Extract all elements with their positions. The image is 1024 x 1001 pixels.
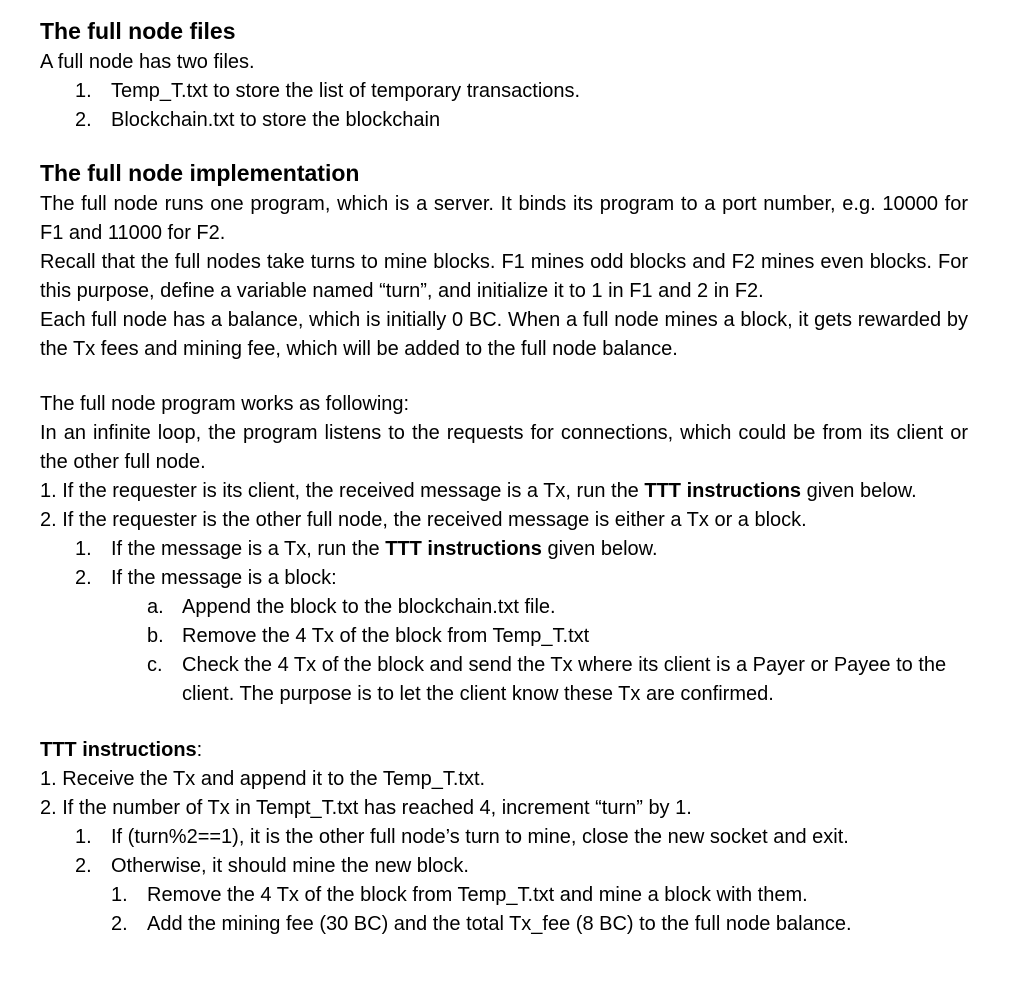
ttt-link-text: TTT instructions [385,538,542,560]
heading-full-node-implementation: The full node implementation [40,160,360,186]
list-number: 1. [111,884,128,906]
ttt-link-text: TTT instructions [644,480,802,502]
list-text: Blockchain.txt to store the blockchain [111,109,441,131]
list-item [40,881,968,910]
step-1-post: given below. [801,480,917,502]
program-loop: In an infinite loop, the program listens to the requests for connections, which could be from its client or the other full node. [40,422,968,473]
list-letter: b. [147,625,164,647]
program-step-2: 2. If the requester is the other full node, the received message is either a Tx or a block. [40,509,807,531]
list-text: Check the 4 Tx of the block and send the Tx where its client is a Payer or Payee to the client. The purpose is to let the client know these Tx are confirmed. [182,654,947,705]
list-number: 2. [75,109,92,131]
list-item [40,593,968,622]
list-text: Remove the 4 Tx of the block from Temp_T.txt [182,625,590,647]
list-item [40,622,968,651]
list-letter: c. [147,654,163,676]
list-text: Append the block to the blockchain.txt file. [182,596,556,618]
sub-1-pre: If the message is a Tx, run the [111,538,386,560]
list-item [40,77,968,106]
list-text: If the message is a block: [111,567,337,589]
impl-paragraph-3: Each full node has a balance, which is initially 0 BC. When a full node mines a block, it gets rewarded by the Tx fees and mining fee, which will be added to the full node balance. [40,309,968,360]
list-text: Temp_T.txt to store the list of temporary transactions. [111,80,581,102]
ttt-step-1: 1. Receive the Tx and append it to the Temp_T.txt. [40,768,486,790]
list-item [40,535,968,564]
list-number: 2. [75,567,92,589]
program-intro: The full node program works as following: [40,393,410,415]
list-text: Remove the 4 Tx of the block from Temp_T.txt and mine a block with them. [147,884,808,906]
files-intro: A full node has two files. [40,51,255,73]
list-text: If (turn%2==1), it is the other full node’s turn to mine, close the new socket and exit. [111,826,849,848]
list-item [40,564,968,593]
step-1-pre: 1. If the requester is its client, the received message is a Tx, run the [40,480,645,502]
ttt-heading-colon: : [196,739,203,761]
ttt-heading [40,736,968,765]
heading-full-node-files: The full node files [40,18,236,44]
list-text: Otherwise, it should mine the new block. [111,855,469,877]
sub-1-post: given below. [541,538,658,560]
ttt-heading-bold: TTT instructions [40,739,197,761]
program-step-1 [40,477,968,506]
list-item [40,651,968,709]
list-text [111,535,968,564]
list-number: 1. [75,80,92,102]
impl-paragraph-1: The full node runs one program, which is a server. It binds its program to a port number, e.g. 10000 for F1 and 11000 for F2. [40,193,968,244]
list-item [40,910,968,939]
list-item [40,106,968,135]
list-number: 1. [75,538,92,560]
list-letter: a. [147,596,164,618]
list-item [40,852,968,881]
list-number: 1. [75,826,92,848]
ttt-step-2: 2. If the number of Tx in Tempt_T.txt has reached 4, increment “turn” by 1. [40,797,692,819]
document [40,14,968,939]
list-number: 2. [75,855,92,877]
list-item [40,823,968,852]
list-number: 2. [111,913,128,935]
list-text: Add the mining fee (30 BC) and the total Tx_fee (8 BC) to the full node balance. [147,913,852,935]
impl-paragraph-2: Recall that the full nodes take turns to mine blocks. F1 mines odd blocks and F2 mines even blocks. For this purpose, define a variable named “turn”, and initialize it to 1 in F1 and 2 in F2. [40,251,968,302]
